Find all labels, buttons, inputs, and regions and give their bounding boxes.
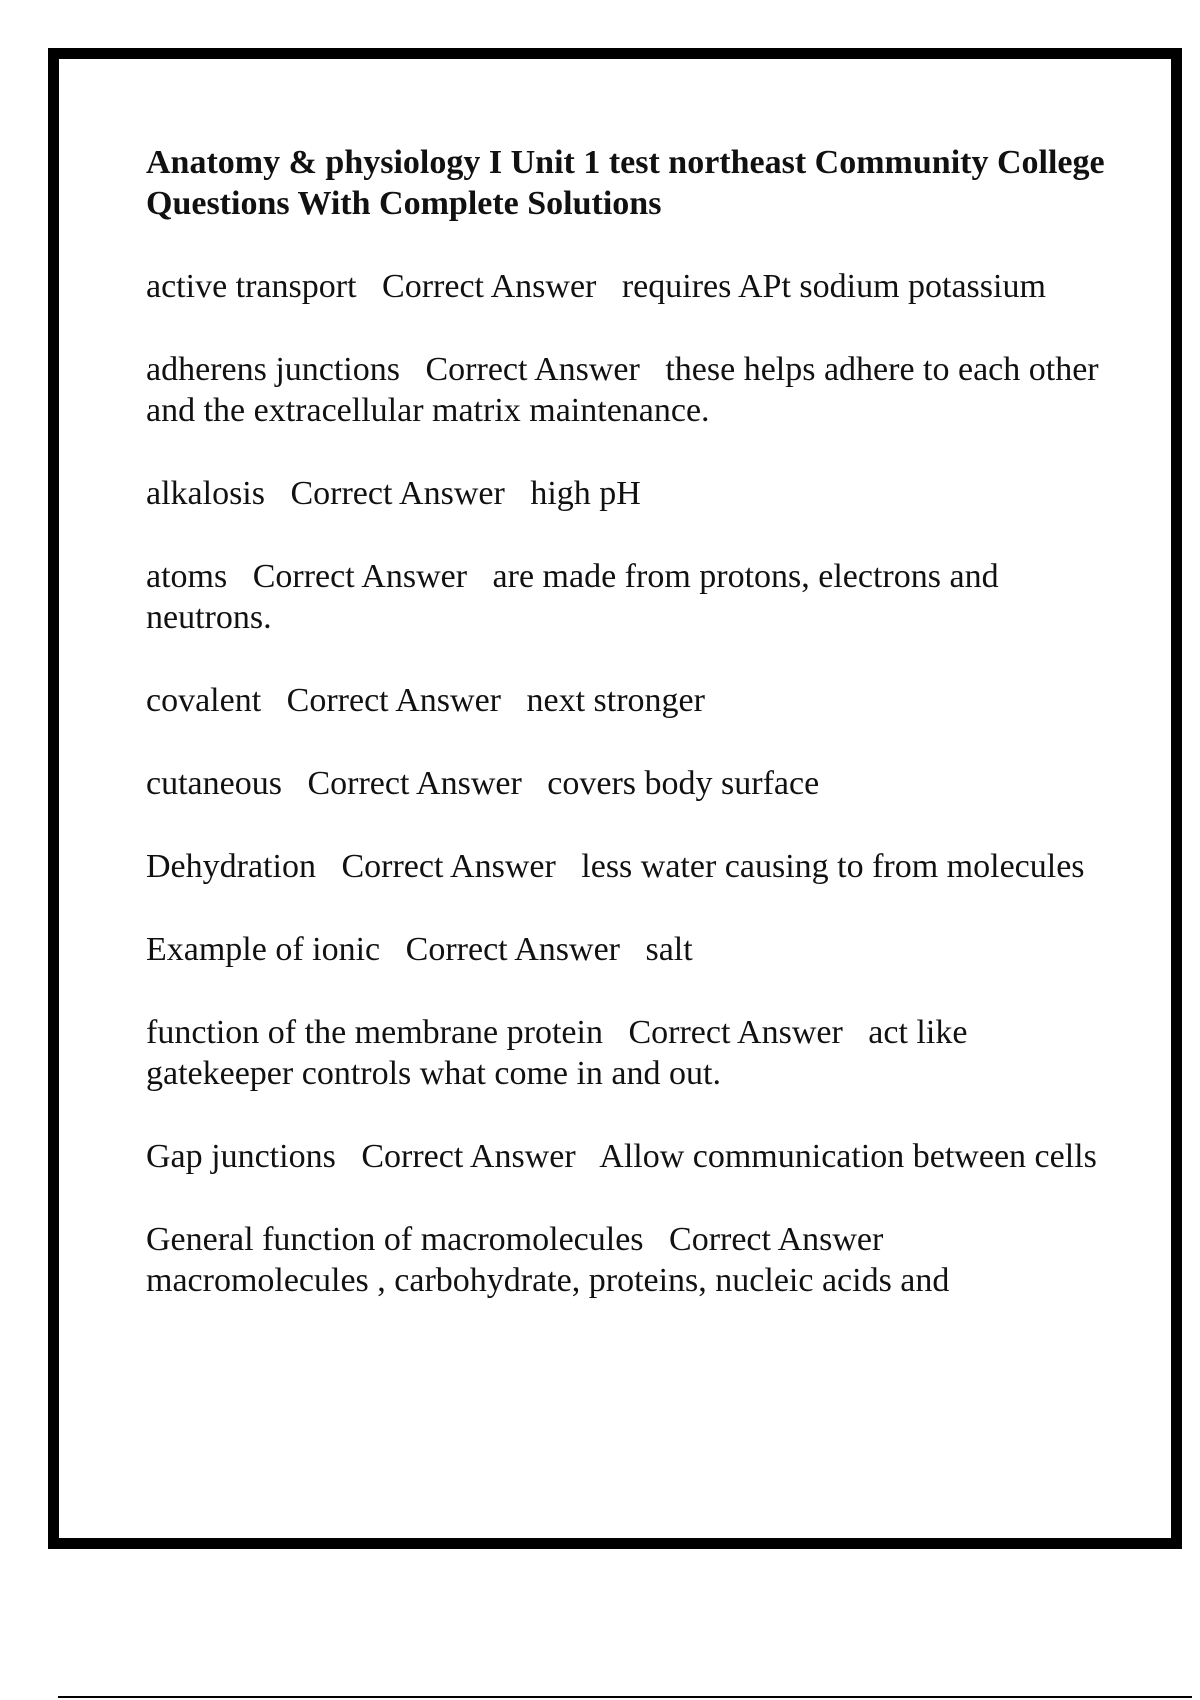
- qa-term: cutaneous: [146, 765, 282, 802]
- qa-answer: Allow communication between cells: [599, 1138, 1097, 1175]
- qa-separator: Correct Answer: [382, 268, 597, 305]
- qa-answer: salt: [645, 931, 693, 968]
- qa-term: Gap junctions: [146, 1138, 336, 1175]
- qa-answer: next stronger: [526, 682, 705, 719]
- qa-item: [146, 1136, 1106, 1177]
- qa-term: function of the membrane protein: [146, 1014, 603, 1051]
- qa-item: [146, 556, 1106, 638]
- qa-separator: Correct Answer: [286, 682, 501, 719]
- qa-term: Dehydration: [146, 848, 316, 885]
- qa-term: General function of macromolecules: [146, 1221, 644, 1258]
- qa-term: Example of ionic: [146, 931, 381, 968]
- qa-answer: covers body surface: [547, 765, 820, 802]
- document-body: [146, 142, 1106, 1343]
- qa-answer: high pH: [530, 475, 641, 512]
- document-title: Anatomy & physiology I Unit 1 test northeast Community College Questions With Complete Solutions: [146, 144, 1105, 222]
- qa-separator: Correct Answer: [341, 848, 556, 885]
- qa-item: [146, 846, 1106, 887]
- qa-separator: Correct Answer: [252, 558, 468, 595]
- qa-term: adherens junctions: [146, 351, 400, 388]
- qa-answer: macromolecules , carbohydrate, proteins, nucleic acids and: [146, 1262, 950, 1299]
- qa-item: [146, 1012, 1106, 1094]
- qa-answer: are made from protons, electrons and neutrons.: [146, 558, 1008, 636]
- qa-item: [146, 929, 1106, 970]
- qa-separator: Correct Answer: [425, 351, 640, 388]
- qa-separator: Correct Answer: [628, 1014, 843, 1051]
- qa-item: [146, 680, 1106, 721]
- qa-item: [146, 473, 1106, 514]
- qa-item: [146, 1219, 1106, 1301]
- qa-term: active transport: [146, 268, 357, 305]
- qa-item: [146, 349, 1106, 431]
- qa-separator: Correct Answer: [290, 475, 505, 512]
- qa-item: [146, 266, 1106, 307]
- qa-answer: act like gatekeeper controls what come in and out.: [146, 1014, 976, 1092]
- qa-answer: less water causing to from molecules: [581, 848, 1085, 885]
- qa-separator: Correct Answer: [361, 1138, 576, 1175]
- qa-separator: Correct Answer: [405, 931, 620, 968]
- qa-term: covalent: [146, 682, 262, 719]
- qa-separator: Correct Answer: [307, 765, 522, 802]
- qa-term: alkalosis: [146, 475, 265, 512]
- qa-answer: requires APt sodium potassium: [621, 268, 1046, 305]
- qa-term: atoms: [146, 558, 228, 595]
- qa-answer: these helps adhere to each other and the extracellular matrix maintenance.: [146, 351, 1108, 429]
- qa-separator: Correct Answer: [669, 1221, 884, 1258]
- footer-divider: [58, 1696, 1192, 1698]
- qa-item: [146, 763, 1106, 804]
